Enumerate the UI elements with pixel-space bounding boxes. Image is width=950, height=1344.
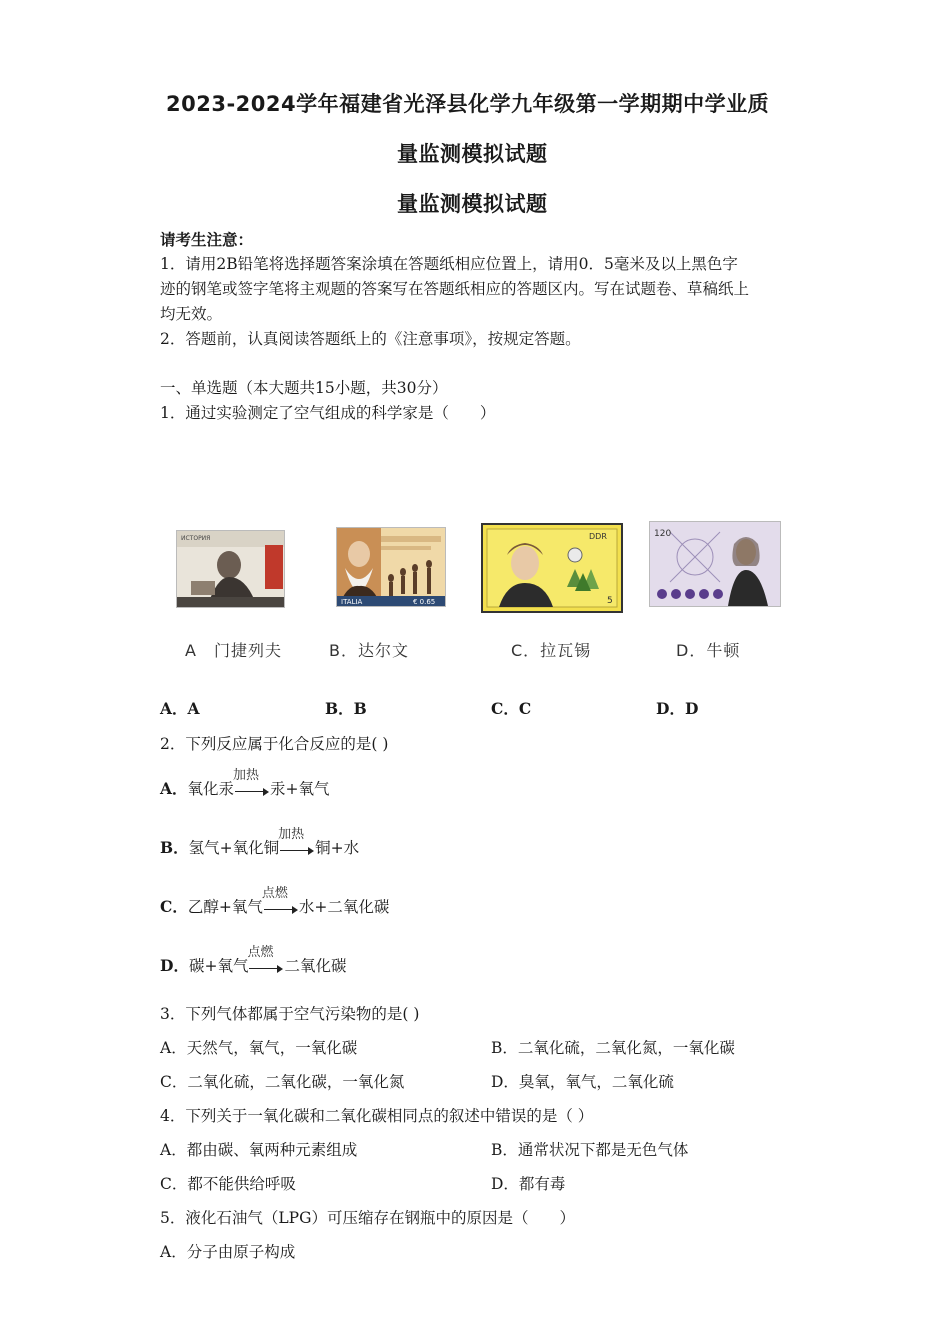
stamp-a-image <box>176 530 285 608</box>
q1-option-a: A．A <box>160 699 200 718</box>
q2-option-c-reactants: 乙醇+氧气 <box>187 898 263 916</box>
q4-option-d: D．都有毒 <box>491 1175 566 1193</box>
q5-option-a: A．分子由原子构成 <box>160 1243 296 1261</box>
stamp-a-text: ИСТОРИЯ <box>181 535 211 542</box>
notice-item1-line3: 均无效。 <box>160 305 223 323</box>
q1-option-b: B．B <box>325 699 367 718</box>
q2-option-c-condition: 点燃 <box>261 886 288 901</box>
q4-option-c: C．都不能供给呼吸 <box>160 1175 296 1193</box>
q3-option-a: A．天然气，氧气，一氧化碳 <box>160 1039 358 1057</box>
q2-option-a-reactants: 氧化汞 <box>187 780 235 798</box>
stamp-b-art <box>337 528 445 606</box>
q2-option-d <box>160 945 347 976</box>
stamp-b-caption: B．达尔文 <box>329 641 409 660</box>
stamp-c-caption: C．拉瓦锡 <box>511 641 592 660</box>
stamp-b-text: ITALIA <box>341 598 363 606</box>
q2-option-c-label: C． <box>160 897 188 916</box>
q5-stem: 5．液化石油气（LPG）可压缩存在钢瓶中的原因是（ ） <box>160 1209 575 1227</box>
q2-option-a-products: 汞+氧气 <box>270 780 330 798</box>
stamp-d-caption: D．牛顿 <box>676 641 741 660</box>
reaction-arrow-icon <box>233 768 269 797</box>
notice-item1-line2: 迹的钢笔或签字笔将主观题的答案写在答题纸相应的答题区内。写在试题卷、草稿纸上 <box>160 280 750 298</box>
reaction-arrow-icon <box>261 886 298 915</box>
q2-option-a-condition: 加热 <box>233 768 260 783</box>
stamp-c-value: 5 <box>607 596 613 606</box>
q2-option-a-label: A． <box>160 779 188 798</box>
q2-option-c <box>160 886 390 917</box>
stamp-c-image <box>481 523 623 613</box>
q4-stem: 4．下列关于一氧化碳和二氧化碳相同点的叙述中错误的是（ ） <box>160 1107 594 1125</box>
q2-stem: 2．下列反应属于化合反应的是( ) <box>160 735 389 753</box>
doc-title-line3: 量监测模拟试题 <box>397 192 548 216</box>
q2-option-d-reactants: 碳+氧气 <box>188 957 249 975</box>
notice-item2: 2．答题前，认真阅读答题纸上的《注意事项》，按规定答题。 <box>160 330 581 348</box>
stamp-a-caption: A 门捷列夫 <box>185 641 282 660</box>
stamp-b-value: € 0.65 <box>413 598 436 606</box>
stamp-c-art <box>483 525 621 611</box>
q1-option-d: D．D <box>656 699 699 718</box>
stamp-d-image <box>649 521 781 607</box>
stamp-c-text: DDR <box>589 532 607 541</box>
notice-item1-line1: 1．请用2B铅笔将选择题答案涂填在答题纸相应位置上，请用0．5毫米及以上黑色字 <box>160 255 738 273</box>
stamp-a-art <box>177 531 284 607</box>
notice-heading: 请考生注意： <box>160 230 254 249</box>
stamp-d-art <box>650 522 780 606</box>
q3-option-b: B．二氧化硫，二氧化氮，一氧化碳 <box>491 1039 735 1057</box>
q1-option-c: C．C <box>491 699 532 718</box>
q3-option-d: D．臭氧，氧气，二氧化硫 <box>491 1073 674 1091</box>
doc-title-line1: 2023-2024学年福建省光泽县化学九年级第一学期期中学业质 <box>166 92 770 116</box>
doc-title-line2: 量监测模拟试题 <box>397 142 548 166</box>
q3-option-c: C．二氧化硫，二氧化碳，一氧化氮 <box>160 1073 405 1091</box>
q2-option-a <box>160 768 330 799</box>
stamp-b-image <box>336 527 446 607</box>
q2-option-c-products: 水+二氧化碳 <box>298 898 390 916</box>
q2-option-b-label: B． <box>160 838 189 857</box>
q2-option-b-condition: 加热 <box>278 827 305 842</box>
q2-option-b-reactants: 氢气+氧化铜 <box>188 839 280 857</box>
section1-heading: 一、单选题（本大题共15小题，共30分） <box>160 379 448 397</box>
q1-stem: 1．通过实验测定了空气组成的科学家是（ ） <box>160 404 496 422</box>
q2-option-d-condition: 点燃 <box>247 945 274 960</box>
reaction-arrow-icon <box>247 945 283 974</box>
stamp-d-text: 120 <box>654 529 672 539</box>
q4-option-b: B．通常状况下都是无色气体 <box>491 1141 689 1159</box>
q3-stem: 3．下列气体都属于空气污染物的是( ) <box>160 1005 420 1023</box>
reaction-arrow-icon <box>278 827 314 856</box>
q2-option-d-products: 二氧化碳 <box>284 957 347 975</box>
q4-option-a: A．都由碳、氧两种元素组成 <box>160 1141 358 1159</box>
q2-option-b-products: 铜+水 <box>315 839 360 857</box>
q2-option-d-label: D． <box>160 956 189 975</box>
q2-option-b <box>160 827 360 858</box>
